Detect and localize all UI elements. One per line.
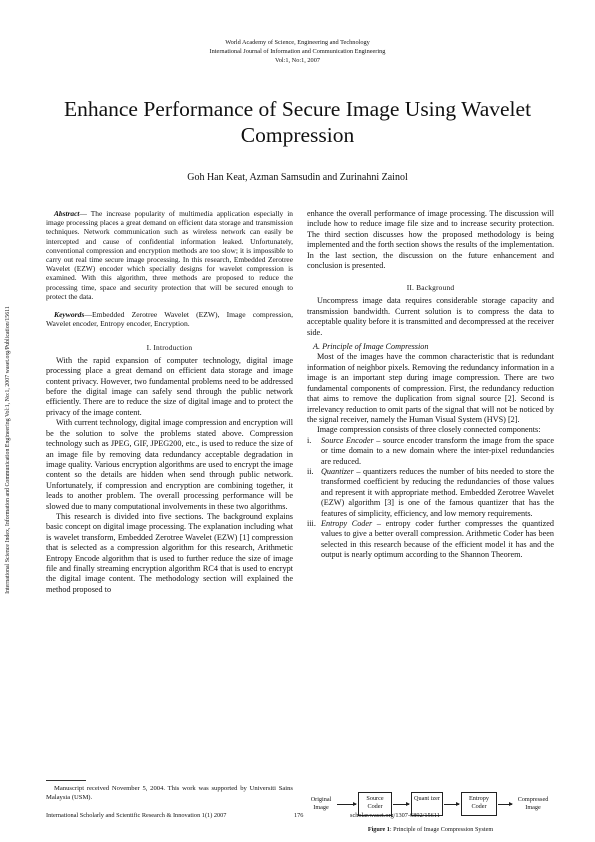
source-coder-label: Source Coder — [366, 795, 384, 810]
intro-paragraph-2: With current technology, digital image compression and encryption will be the solution to solve the problems stated above. Compression technology such as JPEG, GIF, JPEG200, etc., is used to reduce the size of an image file by removing data redundancy acceptable degradation in image quality. Various encryption algorithms are used to encrypt the image content so the details are hidden when send through public network. Unfortunately, if compression and encryption are combining together, it leads to another problem. The overall processing performance will be slowed due to many computational involvements in these two algorithms. — [46, 418, 293, 511]
side-index-text: International Science Index, Information and Communication Engineering Vol:1, No:1, 2007 waset.org/Publication/15611 — [5, 306, 11, 594]
abstract — [46, 209, 293, 301]
figure-caption-text: : Principle of Image Compression System — [389, 826, 494, 833]
arrow-entropy-to-output — [498, 804, 512, 805]
journal-header — [0, 38, 595, 65]
list-item-text: – quantizers reduces the number of bits needed to store the transformed coefficient by reducing the redundancies of those values and represent it with appropriate method. Embedded Zerotree Wavelet (EZW) algorithm [3] is one of the famous quantizer that has the features of simplicity, efficiency, and low memory requirements. — [321, 466, 554, 518]
intro-paragraph-1: With the rapid expansion of computer technology, digital image processing place a great demand on efficient data storage and image content privacy. However, two fundamental problems need to be addressed before the digital image can safely send through the public network efficiently. There are to reduce the size of digital image and to protect the privacy of the image content. — [46, 355, 293, 417]
background-paragraph-2: Most of the images have the common characteristic that is redundant information of neighbor pixels. Removing the redundancy information in a image is an important step during image compression. There are two fundamental components of compression. First, the redundancy reduction that aims to remove the duplication from signal source [2]. Second is irrelevancy reduction to omit parts of the signal that will not be noticed by the signal receiver, namely the Human Visual System (HVS) [2]. — [307, 352, 554, 424]
page-number: 176 — [294, 812, 304, 819]
list-item-term: Quantizer — [321, 466, 354, 476]
figure-output-label: Compressed Image — [517, 796, 549, 811]
arrow-input-to-source — [337, 804, 356, 805]
entropy-coder-box — [461, 792, 497, 816]
footnote: Manuscript received November 5, 2004. This work was supported by Universiti Sains Malaysia (USM). — [46, 785, 293, 801]
paper-title: Enhance Performance of Secure Image Using Wavelet Compression — [63, 97, 532, 147]
list-item-text: – source encoder transform the image from the space or time domain to a new domain where the inter-pixel redundancies are reduced. — [321, 435, 555, 466]
intro-paragraph-3: This research is divided into five sections. The background explains basic concept on digital image processing. The explanation including what is wavelet transform, Embedded Zerotree Wavelet (EZW) [1] compression that is selected as a compression algorithm for this research, Arithmetic Entropy Encode algorithm that is used to further reduce the size of image file and finally streaming encryption algorithm RC4 that is used to encrypt the digital image content. The methodology section will explained the method proposed to — [46, 511, 293, 594]
right-paragraph-1: enhance the overall performance of image processing. The discussion will include how to reduce image file size and to increase security protection. The third section discusses how the proposed methodology is being implemented and the forth section shows the results of the implementation. In the last section, the discussion on the future enhancement and conclusion is presented. — [307, 209, 554, 271]
list-item-term: Entropy Coder — [321, 518, 373, 528]
section-title-background: II. Background — [406, 283, 455, 293]
paper-authors: Goh Han Keat, Azman Samsudin and Zurinahni Zainol — [187, 172, 408, 183]
keywords-text: —Embedded Zerotree Wavelet (EZW), Image compression, Wavelet encoder, Entropy encoder, Encryption. — [46, 310, 293, 329]
background-paragraph-3: Image compression consists of three closely connected components: — [317, 425, 541, 435]
figure-compression-system — [307, 790, 554, 826]
header-line-2: International Journal of Information and Communication Engineering — [209, 48, 386, 55]
list-item — [307, 467, 554, 519]
abstract-text: The increase popularity of multimedia application especially in image processing places a great demand on efficient data storage and transmission techniques. Network communication such as wireless network can easily be intercepted and cause of confidential information leaked. Unfortunately, conventional compression and encryption methods are too slow; it is impossible to carry out real time secure image processing. In this research, Embedded Zerotree Wavelet (EZW) encoder which specially designs for wavelet compression is examined. With this algorithm, three methods are proposed to reduce the processing time, space and security protection that will be secured enough to protect the data. — [46, 209, 293, 301]
section-title-introduction: I. Introduction — [146, 342, 193, 352]
entropy-coder-label: Entropy Coder — [469, 795, 489, 810]
arrow-source-to-quantizer — [393, 804, 409, 805]
figure-caption-label: Figure 1 — [367, 826, 390, 833]
abstract-dash: — — [79, 209, 91, 218]
list-item-number: i. — [307, 435, 312, 445]
right-column — [307, 209, 554, 561]
list-item-text: – entropy coder further compresses the quantized values to give a better overall compression. Arithmetic Coder has been selected in this research because of the efficient model it has and the output is nearly optimum according to the Shannon Theorem. — [321, 518, 555, 560]
list-item-number: iii. — [307, 518, 316, 528]
list-item-term: Source Encoder — [321, 435, 374, 445]
header-line-3: Vol:1, No:1, 2007 — [274, 57, 320, 64]
keywords — [46, 310, 293, 329]
side-index-note — [2, 240, 14, 660]
header-line-1: World Academy of Science, Engineering and Technology — [225, 39, 370, 46]
subsection-title-a: A. Principle of Image Compression — [313, 342, 429, 352]
components-list — [307, 436, 554, 561]
abstract-label: Abstract — [54, 209, 80, 218]
list-item — [307, 519, 554, 561]
left-column — [46, 209, 293, 595]
arrow-quantizer-to-entropy — [444, 804, 459, 805]
footer-journal: International Scholarly and Scientific Research & Innovation 1(1) 2007 — [46, 812, 227, 819]
quantizer-label: Quant izer — [414, 795, 440, 802]
list-item — [307, 436, 554, 467]
figure-caption — [307, 826, 554, 833]
footer-url[interactable]: scholar.waset.org/1307-6892/15611 — [350, 812, 440, 819]
keywords-label: Keywords — [54, 310, 85, 320]
footnote-rule — [46, 780, 86, 781]
background-paragraph-1: Uncompress image data requires considerable storage capacity and transmission bandwidth. Current solution is to compress the data to acceptable quality before it is transmitted and decompressed at the receiver side. — [307, 296, 554, 337]
list-item-number: ii. — [307, 466, 314, 476]
figure-input-label: Original Image — [310, 796, 332, 811]
